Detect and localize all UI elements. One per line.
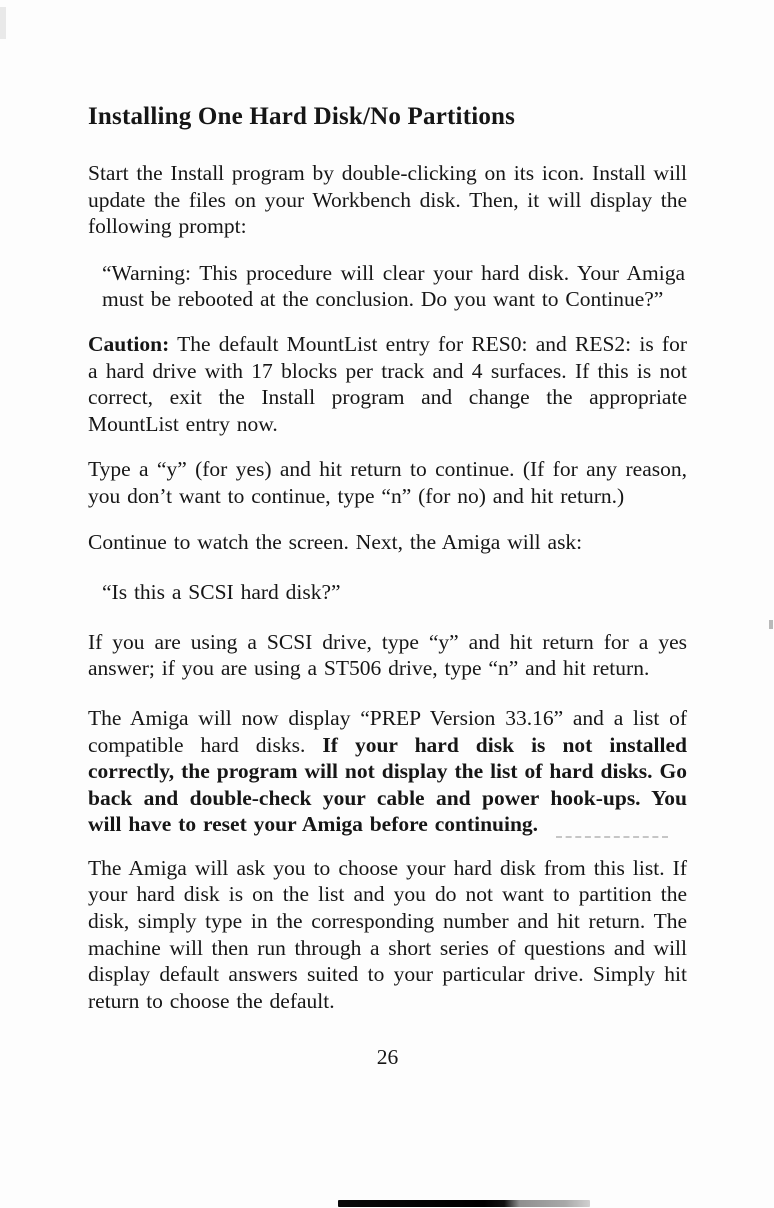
- scan-smudge-artifact: [0, 7, 6, 39]
- warning-prompt-quote: “Warning: This procedure will clear your hard disk. Your Amiga must be rebooted at the conclusion. Do you want to Continue?”: [102, 260, 685, 312]
- caution-label: Caution:: [88, 331, 170, 356]
- prep-normal-text: The Amiga will now display “PREP Version 33.16” and a list of compatible hard disks.: [88, 705, 687, 757]
- caution-note: [88, 331, 687, 437]
- page-number: 26: [376, 1045, 399, 1070]
- text-column: [88, 0, 687, 1070]
- paragraph-continue-watch: Continue to watch the screen. Next, the Amiga will ask:: [88, 529, 583, 554]
- paragraph-prep-version: [88, 705, 687, 838]
- scan-artifact-bar: [338, 1200, 590, 1207]
- prep-bold-warning: If your hard disk is not installed correctly, the program will not display the list of hard disks. Go back and double-check your cable and power hook-ups. You will have to reset your Amiga before continuing.: [88, 732, 687, 837]
- scan-speck-artifact: [769, 620, 773, 629]
- paragraph-choose-disk: The Amiga will ask you to choose your hard disk from this list. If your hard disk is on the list and you do not want to partition the disk, simply type in the corresponding number and hit return. The machine will then run through a short series of questions and will display default answers suited to your particular drive. Simply hit return to choose the default.: [88, 855, 687, 1013]
- caution-text: The default MountList entry for RES0: and RES2: is for a hard drive with 17 blocks per track and 4 surfaces. If this is not correct, exit the Install program and change the appropriate MountList entry now.: [88, 331, 687, 436]
- scan-dash-artifact: [556, 836, 668, 838]
- section-heading: Installing One Hard Disk/No Partitions: [88, 103, 516, 130]
- paragraph-type-y: Type a “y” (for yes) and hit return to continue. (If for any reason, you don’t want to continue, type “n” (for no) and hit return.): [88, 457, 687, 508]
- paragraph-install-intro: Start the Install program by double-clicking on its icon. Install will update the files on your Workbench disk. Then, it will display the following prompt:: [88, 161, 687, 239]
- paragraph-scsi-answer: If you are using a SCSI drive, type “y” and hit return for a yes answer; if you are using a ST506 drive, type “n” and hit return.: [88, 629, 687, 681]
- scsi-question-quote: “Is this a SCSI hard disk?”: [102, 580, 341, 605]
